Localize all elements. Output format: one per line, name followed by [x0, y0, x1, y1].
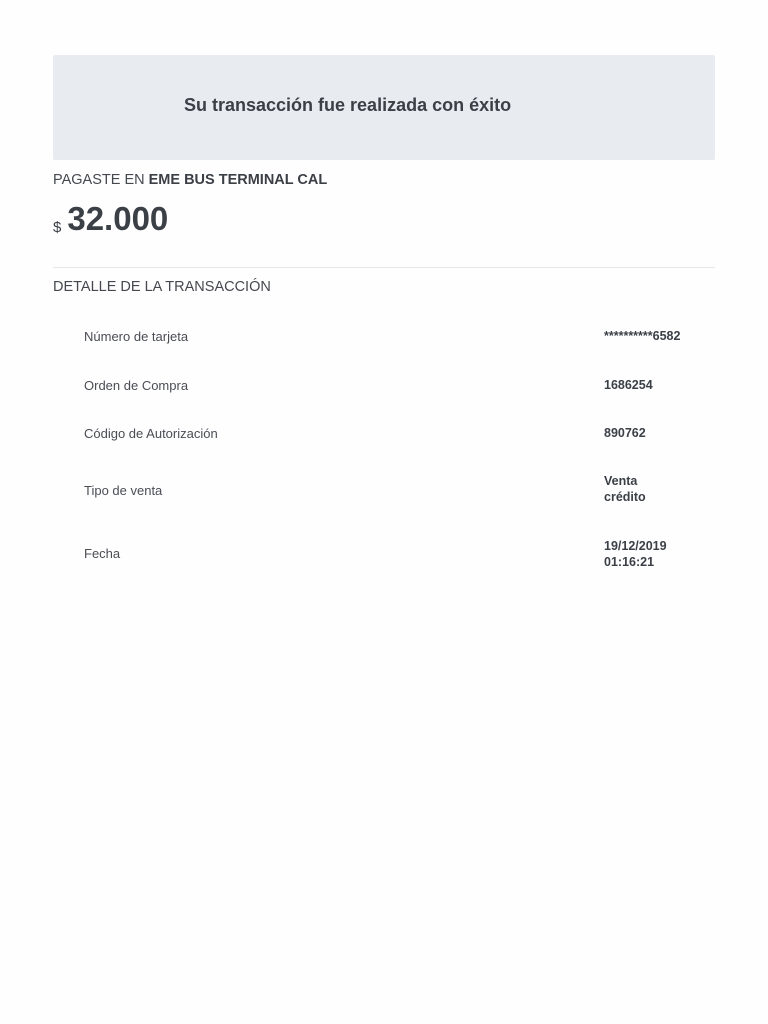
detail-value-line: 1686254: [604, 378, 653, 392]
detail-value-purchase-order: [604, 377, 704, 393]
details-title: DETALLE DE LA TRANSACCIÓN: [53, 279, 271, 295]
amount-value: 32.000: [67, 200, 169, 237]
detail-value-line: 19/12/2019: [604, 539, 667, 553]
success-banner: [53, 55, 715, 160]
detail-value-line: 01:16:21: [604, 555, 655, 569]
detail-value-line: **********6582: [604, 329, 681, 343]
merchant-name: EME BUS TERMINAL CAL: [148, 172, 328, 188]
merchant-line: [53, 172, 327, 188]
detail-value-line: Venta: [604, 474, 638, 488]
detail-value-date: [604, 538, 704, 570]
detail-label-purchase-order: Orden de Compra: [84, 378, 189, 393]
detail-label-sale-type: Tipo de venta: [84, 483, 163, 498]
detail-value-sale-type: [604, 473, 704, 505]
success-message: Su transacción fue realizada con éxito: [184, 95, 512, 115]
amount-display: [53, 200, 168, 238]
detail-value-line: crédito: [604, 490, 646, 504]
merchant-prefix: PAGASTE EN: [53, 172, 145, 188]
detail-label-date: Fecha: [84, 546, 121, 561]
detail-value-line: 890762: [604, 426, 646, 440]
section-divider: [53, 267, 715, 268]
detail-value-authorization-code: [604, 425, 704, 441]
currency-symbol: $: [53, 219, 62, 236]
detail-label-card-number: Número de tarjeta: [84, 329, 189, 344]
detail-label-authorization-code: Código de Autorización: [84, 426, 218, 441]
detail-value-card-number: [604, 328, 704, 344]
